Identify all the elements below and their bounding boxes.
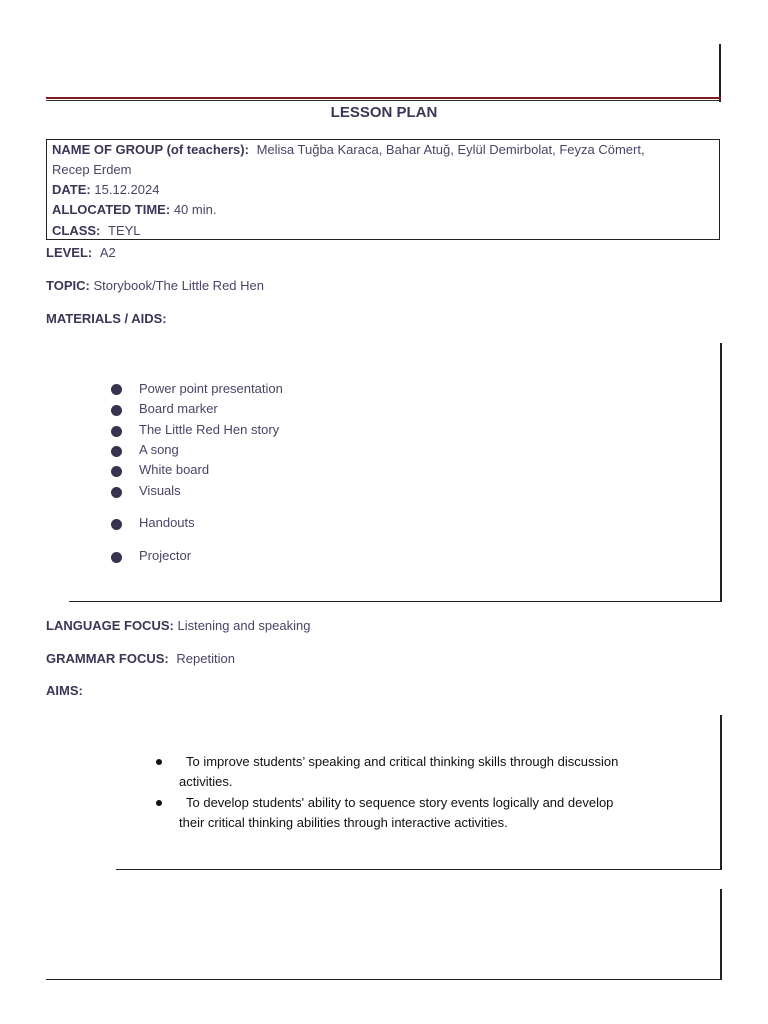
aim-item-line2: their critical thinking abilities through interactive activities. [179, 815, 508, 830]
bottom-frame-bottom [46, 979, 722, 980]
list-item: Handouts [139, 515, 195, 530]
bullet-icon [111, 487, 122, 498]
grammar-focus-label: GRAMMAR FOCUS: [46, 651, 169, 666]
aims-frame-right [720, 715, 722, 870]
list-item: White board [139, 462, 210, 477]
header-rule [46, 97, 721, 99]
language-focus-label: LANGUAGE FOCUS: [46, 618, 174, 633]
language-focus-value: Listening and speaking [177, 618, 311, 633]
list-item: Projector [139, 548, 192, 563]
class-value: TEYL [108, 223, 141, 238]
materials-label: MATERIALS / AIDS: [46, 311, 167, 326]
topic-label: TOPIC: [46, 278, 90, 293]
materials-frame-right [720, 343, 722, 602]
group-value-line2: Recep Erdem [52, 162, 132, 177]
topic-field [46, 278, 264, 293]
grammar-focus-field [46, 651, 235, 666]
list-item: A song [139, 442, 179, 457]
page-title: LESSON PLAN [330, 104, 438, 121]
language-focus-field [46, 618, 310, 633]
aim-item-line1: To develop students' ability to sequence story events logically and develop [186, 795, 614, 810]
list-item: Visuals [139, 483, 181, 498]
header-rule-shadow [46, 100, 721, 101]
aim-item-line2: activities. [179, 774, 233, 789]
list-item: Board marker [139, 401, 218, 416]
level-label: LEVEL: [46, 245, 93, 260]
date-value: 15.12.2024 [94, 182, 160, 197]
time-label: ALLOCATED TIME: [52, 202, 171, 217]
bullet-icon [111, 552, 122, 563]
group-row-continued [52, 160, 131, 180]
materials-field [46, 311, 167, 326]
time-value: 40 min. [173, 202, 217, 217]
group-label: NAME OF GROUP (of teachers): [52, 142, 249, 157]
time-row [52, 200, 216, 220]
header-frame-right-line [719, 44, 721, 102]
bottom-frame-right [720, 889, 722, 980]
date-label: DATE: [52, 182, 91, 197]
level-field [46, 245, 116, 260]
bullet-icon [156, 800, 162, 806]
list-item: Power point presentation [139, 381, 283, 396]
info-box [46, 139, 720, 240]
bullet-icon [111, 446, 122, 457]
topic-value: Storybook/The Little Red Hen [93, 278, 264, 293]
aims-label: AIMS: [46, 683, 83, 698]
bullet-icon [111, 466, 122, 477]
date-row [52, 180, 159, 200]
level-value: A2 [99, 245, 116, 260]
bullet-icon [111, 519, 122, 530]
aims-frame-bottom [116, 869, 722, 870]
class-row [52, 221, 141, 241]
bullet-icon [156, 759, 162, 765]
aims-field [46, 683, 83, 698]
aim-item-line1: To improve students’ speaking and critical thinking skills through discussion [186, 754, 619, 769]
group-row [52, 140, 645, 160]
grammar-focus-value: Repetition [176, 651, 235, 666]
class-label: CLASS: [52, 223, 101, 238]
materials-frame-bottom [69, 601, 722, 602]
bullet-icon [111, 426, 122, 437]
bullet-icon [111, 405, 122, 416]
bullet-icon [111, 384, 122, 395]
list-item: The Little Red Hen story [139, 422, 280, 437]
group-value: Melisa Tuğba Karaca, Bahar Atuğ, Eylül Demirbolat, Feyza Cömert, [256, 142, 645, 157]
